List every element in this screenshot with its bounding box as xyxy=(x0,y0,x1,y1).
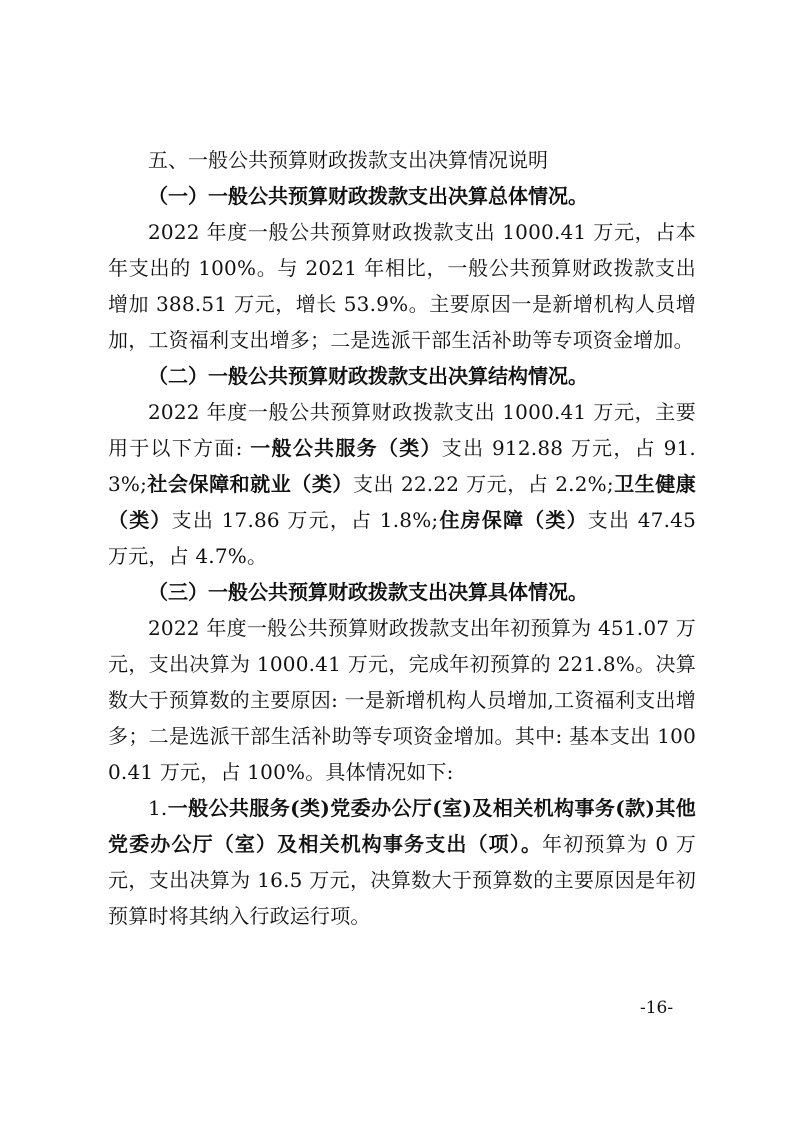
document-page xyxy=(108,142,696,934)
category-name: 卫生健康（类） xyxy=(108,472,697,532)
item1-text: 年初预算为 0 万元，支出决算为 16.5 万元，决算数大于预算数的主要原因是年初预算时将其纳入行政运行项。 xyxy=(108,832,697,928)
category-detail: 支出 22.22 万元，占 2.2%; xyxy=(352,472,614,496)
part1-paragraph: 2022 年度一般公共预算财政拨款支出 1000.41 万元，占本年支出的 100%。与 2021 年相比，一般公共预算财政拨款支出增加 388.51 万元，增长 53.9%。主要原因一是新增机构人员增加，工资福利支出增多；二是选派干部生活补助等专项资金增加。 xyxy=(108,220,696,352)
item1-paragraph xyxy=(108,790,696,934)
category-name: 一般公共服务（类） xyxy=(250,436,442,460)
page-number: -16- xyxy=(640,998,674,1018)
category-name: 社会保障和就业（类） xyxy=(147,472,353,496)
item1-number: 1. xyxy=(148,796,168,820)
section-title: 五、一般公共预算财政拨款支出决算情况说明 xyxy=(148,148,548,172)
part3-paragraph: 2022 年度一般公共预算财政拨款支出年初预算为 451.07 万元，支出决算为 1000.41 万元，完成年初预算的 221.8%。决算数大于预算数的主要原因: 一是新增机构人员增加,工资福利支出增多；二是选派干部生活补助等专项资金增加。其中: 基本支出 1000.41 万元，占 100%。具体情况如下: xyxy=(108,616,696,784)
category-name: 住房保障（类） xyxy=(438,508,588,532)
part3-heading: （三）一般公共预算财政拨款支出决算具体情况。 xyxy=(148,580,588,604)
category-detail: 支出 47.45 万元，占 4.7%。 xyxy=(108,508,697,568)
part2-paragraph xyxy=(108,394,696,574)
part1-heading: （一）一般公共预算财政拨款支出决算总体情况。 xyxy=(148,184,588,208)
category-detail: 支出 912.88 万元，占 91.3%; xyxy=(108,436,696,496)
part2-heading: （二）一般公共预算财政拨款支出决算结构情况。 xyxy=(148,364,588,388)
item1-bold-title: 一般公共服务(类)党委办公厅(室)及相关机构事务(款)其他党委办公厅（室）及相关机构事务支出（项）。 xyxy=(108,796,696,856)
category-detail: 支出 17.86 万元，占 1.8%; xyxy=(171,508,439,532)
part2-intro: 2022 年度一般公共预算财政拨款支出 1000.41 万元，主要用于以下方面: xyxy=(108,400,696,460)
